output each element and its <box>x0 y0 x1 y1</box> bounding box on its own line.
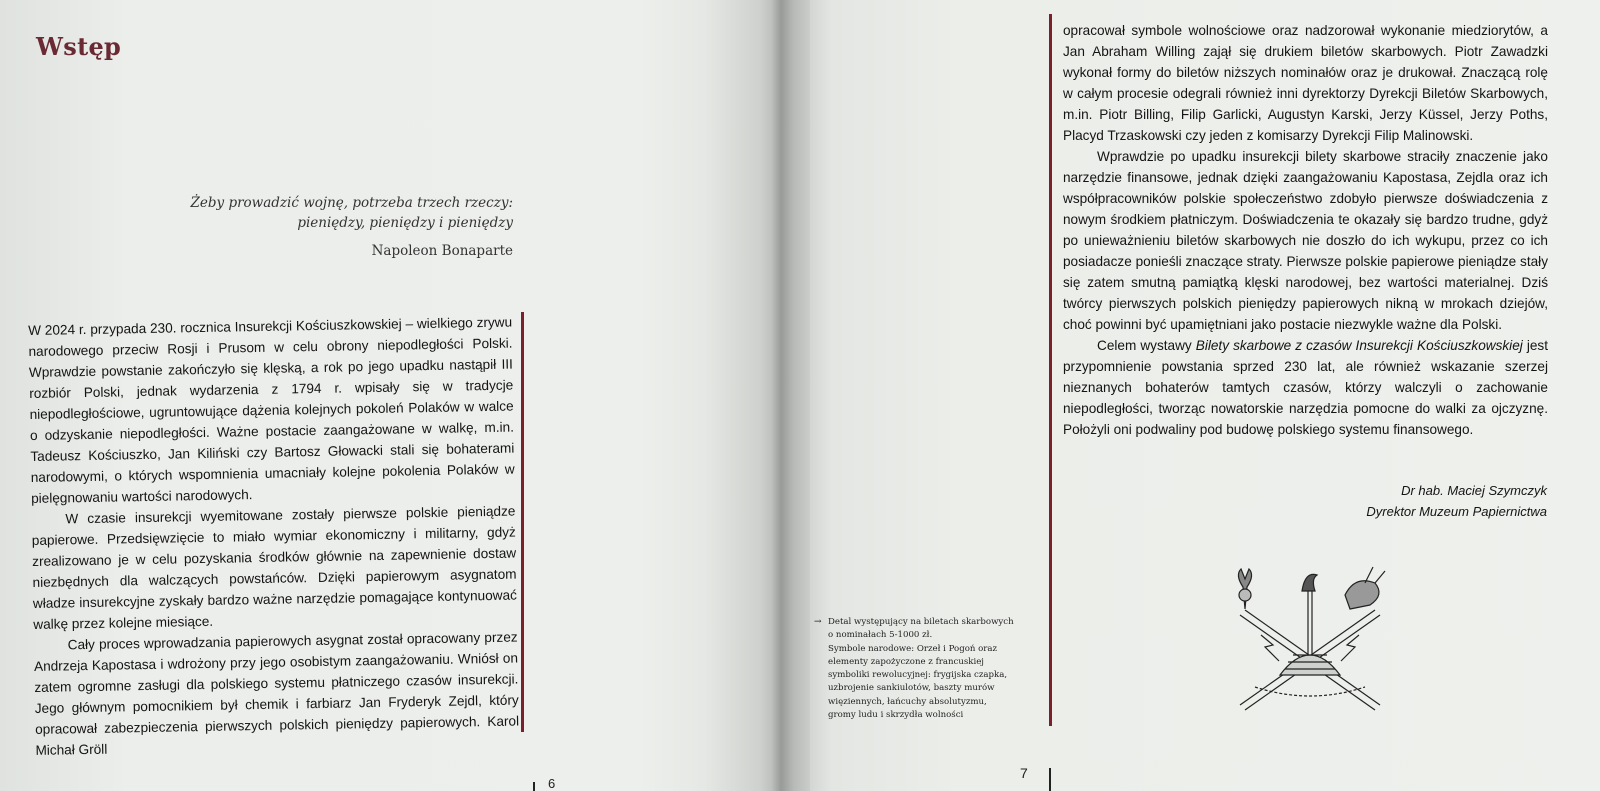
paragraph: opracował symbole wolnościowe oraz nadzorował wykonanie miedziorytów, a Jan Abraham Willing zajął się drukiem biletów skarbowych. Piotr Zawadzki wykonał formy do biletów niższych nominałów oraz je drukował. Znaczącą rolę w całym procesie odegrali również inni dyrektorzy Dyrekcji Biletów Skarbowych, m.in. Piotr Billing, Filip Garlicki, Augustyn Karski, Jerzy Küssel, Jerzy Poths, Placyd Trzaskowski czy jeden z komisarzy Dyrekcji Filip Malinowski. <box>1063 23 1548 143</box>
epigraph-line-2: pieniędzy, pieniędzy i pieniędzy <box>297 215 513 231</box>
paragraph <box>1063 335 1548 440</box>
image-caption <box>814 616 1038 722</box>
epigraph <box>150 193 513 259</box>
caption-line: Detal występujący na biletach skarbowych <box>828 617 1014 627</box>
paragraph: W czasie insurekcji wyemitowane zostały pierwsze polskie pieniądze papierowe. Przedsięwzięcie to miało wymiar ekonomiczny i militarny, gdyż zrealizowano je w celu pozyskania środków głównie na zapewnienie dostaw niezbędnych dla walczących powstańców. Dzięki papierowym asygnatom władze insurekcyjne zyskały bardzo ważne narzędzie pomagające kontynuować walkę przez kolejne miesiące. <box>31 503 518 632</box>
paragraph: Wprawdzie po upadku insurekcji bilety skarbowe straciły znaczenie jako narzędzie finansowe, jednak dzięki zaangażowaniu Kapostasa, Zejdla oraz ich współpracowników polskie społeczeństwo zdobyło pierwsze doświadczenia z nowym środkiem płatniczym. Doświadczenia te okazały się bardzo trudne, gdyż po unieważnieniu biletów skarbowych nie doszło do ich wykupu, przez co ich posiadacze ponieśli znaczące straty. Pierwsze polskie papierowe pieniądze stały się zatem smutną pamiątką klęski narodowej, bez wartości materialnej. Dziś twórcy pierwszych polskich pieniędzy papierowych nikną w mrokach dziejów, choć powinni być upamiętniani jako postacie niezwykle ważne dla Polski. <box>1063 149 1548 332</box>
signature <box>1300 480 1547 522</box>
caption-line: gromy ludu i skrzydła wolności <box>828 710 964 721</box>
caption-line: Symbole narodowe: Orzeł i Pogoń oraz <box>828 643 998 654</box>
signature-name: Dr hab. Maciej Szymczyk <box>1401 483 1547 498</box>
caption-line: elementy zapożyczone z francuskiej <box>828 656 984 667</box>
caption-line: uzbrojenie sankiulotów, baszty murów <box>828 683 995 694</box>
right-page-text <box>1063 20 1548 440</box>
page-title: Wstęp <box>36 32 122 61</box>
left-footer-rule <box>533 782 535 791</box>
caption-line: więziennych, łańcuchy absolutyzmu, <box>828 696 987 707</box>
paragraph: W 2024 r. przypada 230. rocznica Insurekcji Kościuszkowskiej – wielkiego zrywu narodowego przeciw Rosji i Prusom w celu obrony niepodległości Polski. Wprawdzie powstanie zakończyło się klęską, a rok po jego upadku nastąpił III rozbiór Polski, jednak wydarzenia z 1794 r. wpisały się w tradycje niepodległościowe, ugruntowujące dążenia kolejnych pokoleń Polaków w walce o odzyskanie niepodległości. Ważne postacie zaangażowane w walkę, m.in. Tadeusz Kościuszko, Jan Kiliński czy Bartosz Głowacki stali się bohaterami narodowymi, o których wspomnienia umacniały kolejne pokolenia Polaków w pielęgnowaniu wartości narodowych. <box>28 314 515 506</box>
emblem-eagle-pogon-phrygian-cap-icon <box>1225 565 1395 715</box>
gutter-shadow <box>760 0 810 791</box>
caption-line: symboliki rewolucyjnej: frygijska czapka, <box>828 670 1008 681</box>
paragraph-text: Celem wystawy <box>1097 338 1196 353</box>
epigraph-author: Napoleon Bonaparte <box>371 243 513 259</box>
epigraph-line-1: Żeby prowadzić wojnę, potrzeba trzech rzeczy: <box>190 195 513 211</box>
left-page-text <box>28 312 520 761</box>
right-footer-rule <box>1049 768 1051 791</box>
exhibition-title: Bilety skarbowe z czasów Insurekcji Kościuszkowskiej <box>1195 338 1523 353</box>
caption-line: o nominałach 5-1000 zł. <box>828 630 933 641</box>
left-margin-rule <box>521 312 524 732</box>
arrow-right-icon: → <box>814 617 822 627</box>
right-margin-rule <box>1049 14 1052 726</box>
signature-title: Dyrektor Muzeum Papiernictwa <box>1366 504 1547 519</box>
paragraph: Cały proces wprowadzania papierowych asygnat został opracowany przez Andrzeja Kapostasa i wdrożony przy jego osobistym zaangażowaniu. Wniósł on zatem ogromne zasługi dla polskiego systemu płatniczego czasów insurekcji. Jego głównym pomocnikiem był chemik i farbiarz Jan Fryderyk Zejdl, który opracował zabezpieczenia pierwszych polskich pieniędzy papierowych. Karol Michał Gröll <box>33 629 520 758</box>
page-number-right: 7 <box>1020 765 1028 781</box>
paragraph-text: jest przypomnienie powstania sprzed 230 lat, ale również wskazanie szerzej nieznanych bohaterów tamtych czasów, którzy walczyli o zachowanie niepodległości, tworząc nowatorskie narzędzia pomocne do walki za ojczyznę. Położyli oni podwaliny pod budowę polskiego systemu finansowego. <box>1063 338 1548 437</box>
page-number-left: 6 <box>548 776 556 791</box>
